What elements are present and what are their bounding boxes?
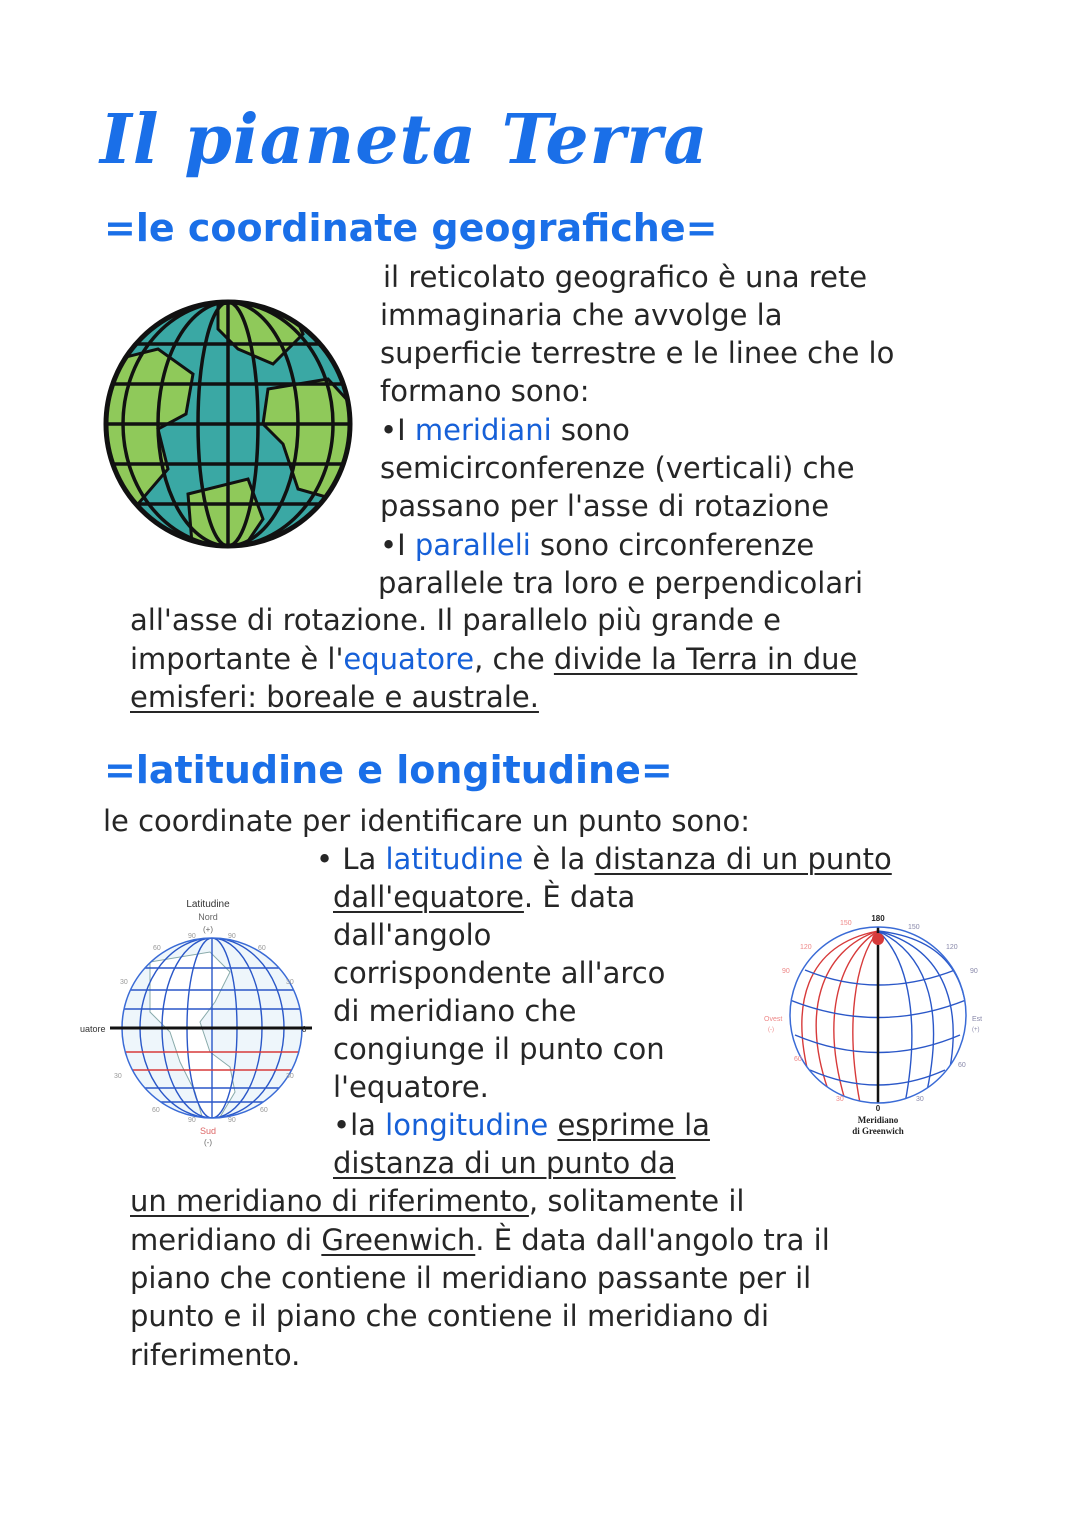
lon-tick-120b: 120: [946, 944, 958, 951]
paralleli-line-2: parallele tra loro e perpendicolari: [378, 566, 864, 600]
latitudine-line-3: dall'angolo: [333, 918, 492, 952]
latitude-nord-label: Nord: [198, 912, 218, 922]
latitudine-line-7: l'equatore.: [333, 1070, 489, 1104]
longitude-globe-diagram: [760, 905, 1000, 1145]
section-heading-coordinate: =le coordinate geografiche=: [104, 206, 718, 250]
lat-tick-b30b: 30: [286, 1073, 294, 1080]
paralleli-line-4-b: , che: [474, 642, 554, 676]
latitude-globe-diagram: [80, 892, 320, 1152]
lon-tick-30a: 30: [836, 1096, 844, 1103]
longitudine-line-2: distanza di un punto da: [333, 1146, 676, 1180]
latitudine-line-4: corrispondente all'arco: [333, 956, 666, 990]
meridiani-rest: sono: [551, 413, 630, 447]
greenwich-term: Greenwich: [321, 1223, 476, 1257]
latitudine-line-5: di meridiano che: [333, 994, 577, 1028]
lon-tick-120a: 120: [800, 944, 812, 951]
latitudine-u1: distanza di un punto: [594, 842, 892, 876]
longitudine-u3: un meridiano di riferimento: [130, 1184, 529, 1218]
equatore-label: uatore: [80, 1024, 106, 1034]
lat-tick-b60b: 60: [260, 1107, 268, 1114]
reticolato-line-1: il reticolato geografico è una rete: [383, 260, 868, 294]
longitudine-line-7: riferimento.: [130, 1338, 301, 1372]
latitude-minus-label: (-): [204, 1138, 212, 1147]
latitudine-u2: dall'equatore: [333, 880, 524, 914]
equatore-term: equatore: [343, 642, 475, 676]
lon-tick-60b: 60: [958, 1062, 966, 1069]
paralleli-line-4: [130, 640, 857, 679]
longitudine-line-3: [130, 1182, 744, 1221]
lon-ovest-label: Ovest: [764, 1016, 783, 1023]
paralleli-rest: sono circonferenze: [530, 528, 815, 562]
lon-tick-90a: 90: [782, 968, 790, 975]
paralleli-line-5: emisferi: boreale e australe.: [130, 680, 539, 714]
lat-tick-b30a: 30: [114, 1073, 122, 1080]
latitudine-bullet: [316, 840, 892, 879]
page-title: Il pianeta Terra: [100, 100, 709, 180]
meridiani-line-2: semicirconferenze (verticali) che: [380, 451, 855, 485]
longitudine-term: longitudine: [385, 1108, 549, 1142]
lon-est-label: Est: [972, 1016, 983, 1023]
meridiani-bullet: [380, 411, 630, 450]
lat-tick-30a: 30: [120, 979, 128, 986]
reticolato-line-4: formano sono:: [380, 374, 590, 408]
meridiani-bullet-mark: •I: [380, 413, 415, 447]
latitudine-mid: è la: [523, 842, 595, 876]
paralleli-bullet: [380, 526, 814, 565]
paralleli-line-4-underlined: divide la Terra in due: [553, 642, 858, 676]
latitude-sud-label: Sud: [199, 1126, 217, 1136]
lat-tick-60b: 60: [258, 945, 266, 952]
longitudine-line-6: punto e il piano che contiene il meridiano di: [130, 1299, 770, 1333]
lon-tick-0: 0: [875, 1104, 881, 1113]
lat-tick-30b: 30: [286, 979, 294, 986]
lon-ovest-sign: (-): [768, 1027, 774, 1033]
lon-tick-30b: 30: [916, 1096, 924, 1103]
coordinate-intro: le coordinate per identificare un punto sono:: [103, 804, 751, 838]
longitudine-l4-a: meridiano di: [130, 1223, 322, 1257]
meridiano-label: Meridiano: [857, 1115, 899, 1125]
reticolato-line-2: immaginaria che avvolge la: [380, 298, 783, 332]
latitudine-rest2: . È data: [523, 880, 636, 914]
globe-icon: [98, 294, 358, 554]
lat-tick-0: 0: [302, 1025, 307, 1034]
lon-tick-150a: 150: [840, 920, 852, 927]
longitudine-rest3: , solitamente il: [528, 1184, 745, 1218]
longitudine-line-4: [130, 1221, 830, 1260]
lat-tick-90b: 90: [228, 933, 236, 940]
paralleli-line-3: all'asse di rotazione. Il parallelo più grande e: [130, 603, 781, 637]
longitudine-u1: esprime la: [557, 1108, 710, 1142]
lon-tick-180: 180: [871, 914, 885, 923]
latitudine-term: latitudine: [385, 842, 524, 876]
lat-tick-b90b: 90: [228, 1117, 236, 1124]
latitudine-line-2: [333, 878, 635, 917]
latitude-title-label: Latitudine: [186, 899, 230, 910]
lon-tick-90b: 90: [970, 968, 978, 975]
reticolato-line-3: superficie terrestre e le linee che lo: [380, 336, 895, 370]
meridiani-line-3: passano per l'asse di rotazione: [380, 489, 830, 523]
lon-tick-150b: 150: [908, 924, 920, 931]
paralleli-term: paralleli: [414, 528, 531, 562]
lat-tick-b90a: 90: [188, 1117, 196, 1124]
lat-tick-90a: 90: [188, 933, 196, 940]
paralleli-bullet-mark: •I: [380, 528, 415, 562]
section-heading-latitudine-longitudine: =latitudine e longitudine=: [104, 748, 673, 792]
lon-tick-60a: 60: [794, 1056, 802, 1063]
longitudine-bullet-mark: •la: [333, 1108, 386, 1142]
latitudine-line-6: congiunge il punto con: [333, 1032, 665, 1066]
longitudine-line-5: piano che contiene il meridiano passante per il: [130, 1261, 812, 1295]
lat-tick-60a: 60: [153, 945, 161, 952]
greenwich-label: di Greenwich: [852, 1126, 904, 1136]
lon-est-sign: (+): [972, 1027, 980, 1033]
longitudine-bullet: [333, 1106, 710, 1145]
latitude-plus-label: (+): [203, 925, 213, 934]
lat-tick-b60a: 60: [152, 1107, 160, 1114]
longitudine-l4-b: . È data dall'angolo tra il: [475, 1223, 830, 1257]
latitudine-bullet-mark: • La: [316, 842, 386, 876]
meridiani-term: meridiani: [414, 413, 552, 447]
paralleli-line-4-a: importante è l': [130, 642, 344, 676]
